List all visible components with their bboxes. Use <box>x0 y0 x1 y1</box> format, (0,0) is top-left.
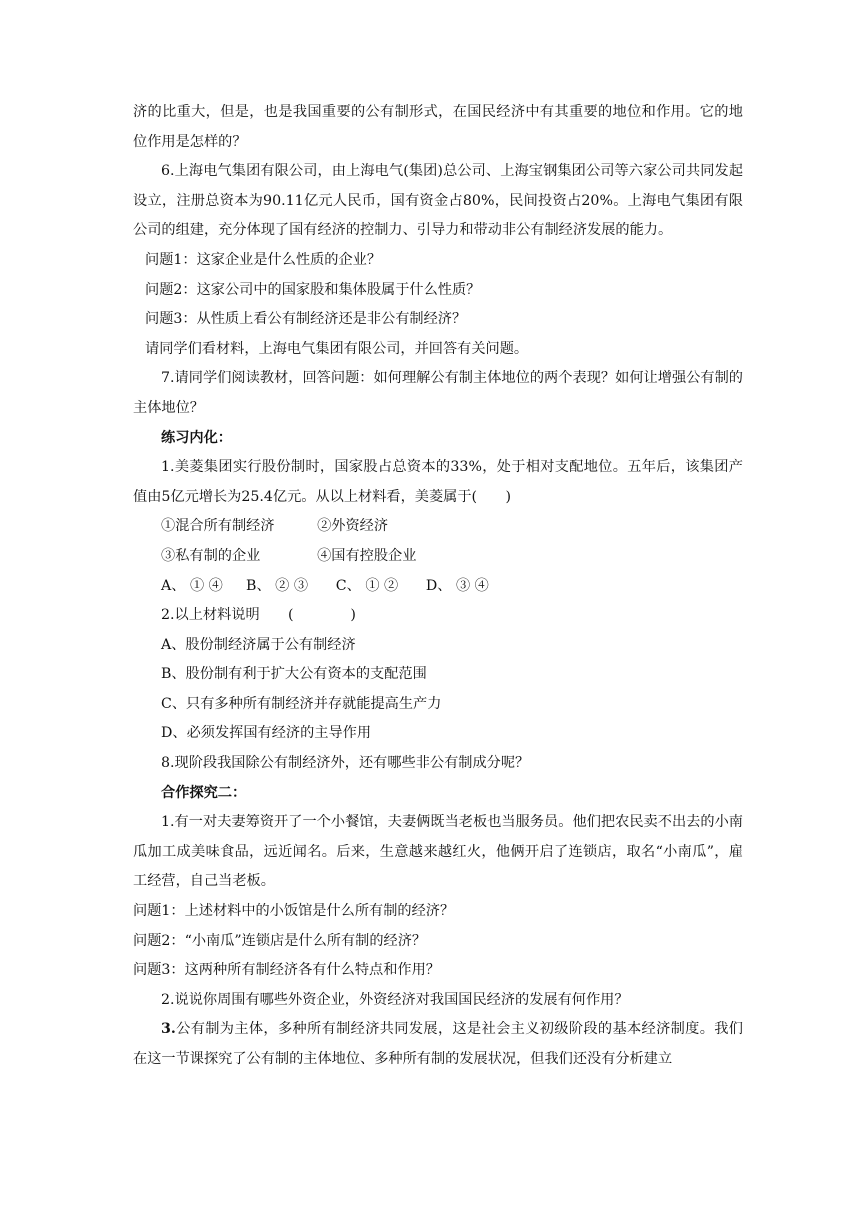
question-line: 问题1：这家企业是什么性质的企业？ <box>145 251 382 268</box>
paragraph: 8.现阶段我国除公有制经济外，还有哪些非公有制成分呢？ <box>161 755 530 772</box>
section-heading: 合作探究二： <box>161 784 247 801</box>
question-line: 问题3：从性质上看公有制经济还是非公有制经济？ <box>145 311 467 328</box>
paragraph <box>133 1015 743 1074</box>
exercise-options: ③私有制的企业 ④国有控股企业 <box>161 547 417 564</box>
question-line: 问题2：这家公司中的国家股和集体股属于什么性质？ <box>145 281 481 298</box>
question-line: 问题2：“小南瓜”连锁店是什么所有制的经济？ <box>133 932 427 949</box>
answer-choice: B、股份制有利于扩大公有资本的支配范围 <box>161 666 427 683</box>
paragraph: 7.请同学们阅读教材，回答问题：如何理解公有制主体地位的两个表现？如何让增强公有制的主体地位？ <box>133 370 743 416</box>
answer-choice: D、必须发挥国有经济的主导作用 <box>161 725 372 742</box>
document-body <box>133 98 743 1075</box>
exercise-options: ①混合所有制经济 ②外资经济 <box>161 518 389 535</box>
section-heading: 练习内化： <box>161 429 232 446</box>
exercise-question: 2.以上材料说明 ( ) <box>161 607 356 624</box>
answer-choice: C、只有多种所有制经济并存就能提高生产力 <box>161 695 442 712</box>
paragraph: 6.上海电气集团有限公司，由上海电气(集团)总公司、上海宝钢集团公司等六家公司共同发起设立，注册总资本为90.11亿元人民币，国有资金占80%，民间投资占20%。上海电气集团有限公司的组建，充分体现了国有经济的控制力、引导力和带动非公有制经济发展的能力。 <box>133 163 743 239</box>
question-line: 问题1：上述材料中的小饭馆是什么所有制的经济？ <box>133 903 455 920</box>
paragraph: 济的比重大，但是，也是我国重要的公有制形式，在国民经济中有其重要的地位和作用。它的地位作用是怎样的？ <box>133 104 743 150</box>
paragraph-text: 公有制为主体，多种所有制经济共同发展，这是社会主义初级阶段的基本经济制度。我们在这一节课探究了公有制的主体地位、多种所有制的发展状况，但我们还没有分析建立 <box>133 1021 743 1067</box>
exercise-question: 1.美菱集团实行股份制时，国家股占总资本的33%，处于相对支配地位。五年后，该集团产值由5亿元增长为25.4亿元。从以上材料看，美菱属于( ) <box>133 459 743 505</box>
question-line: 问题3：这两种所有制经济各有什么特点和作用？ <box>133 962 440 979</box>
item-number: 3. <box>161 1021 176 1038</box>
answer-choice: A、股份制经济属于公有制经济 <box>161 636 356 653</box>
paragraph: 1.有一对夫妻筹资开了一个小餐馆，夫妻俩既当老板也当服务员。他们把农民卖不出去的小南瓜加工成美味食品，远近闻名。后来，生意越来越红火，他俩开启了连锁店，取名“小南瓜”，雇工经营，自己当老板。 <box>133 814 743 890</box>
answer-choices: A、 ① ④ B、 ② ③ C、 ① ② D、 ③ ④ <box>161 577 489 594</box>
paragraph: 2.说说你周围有哪些外资企业，外资经济对我国国民经济的发展有何作用？ <box>161 991 629 1008</box>
instruction-line: 请同学们看材料，上海电气集团有限公司，并回答有关问题。 <box>145 340 529 357</box>
